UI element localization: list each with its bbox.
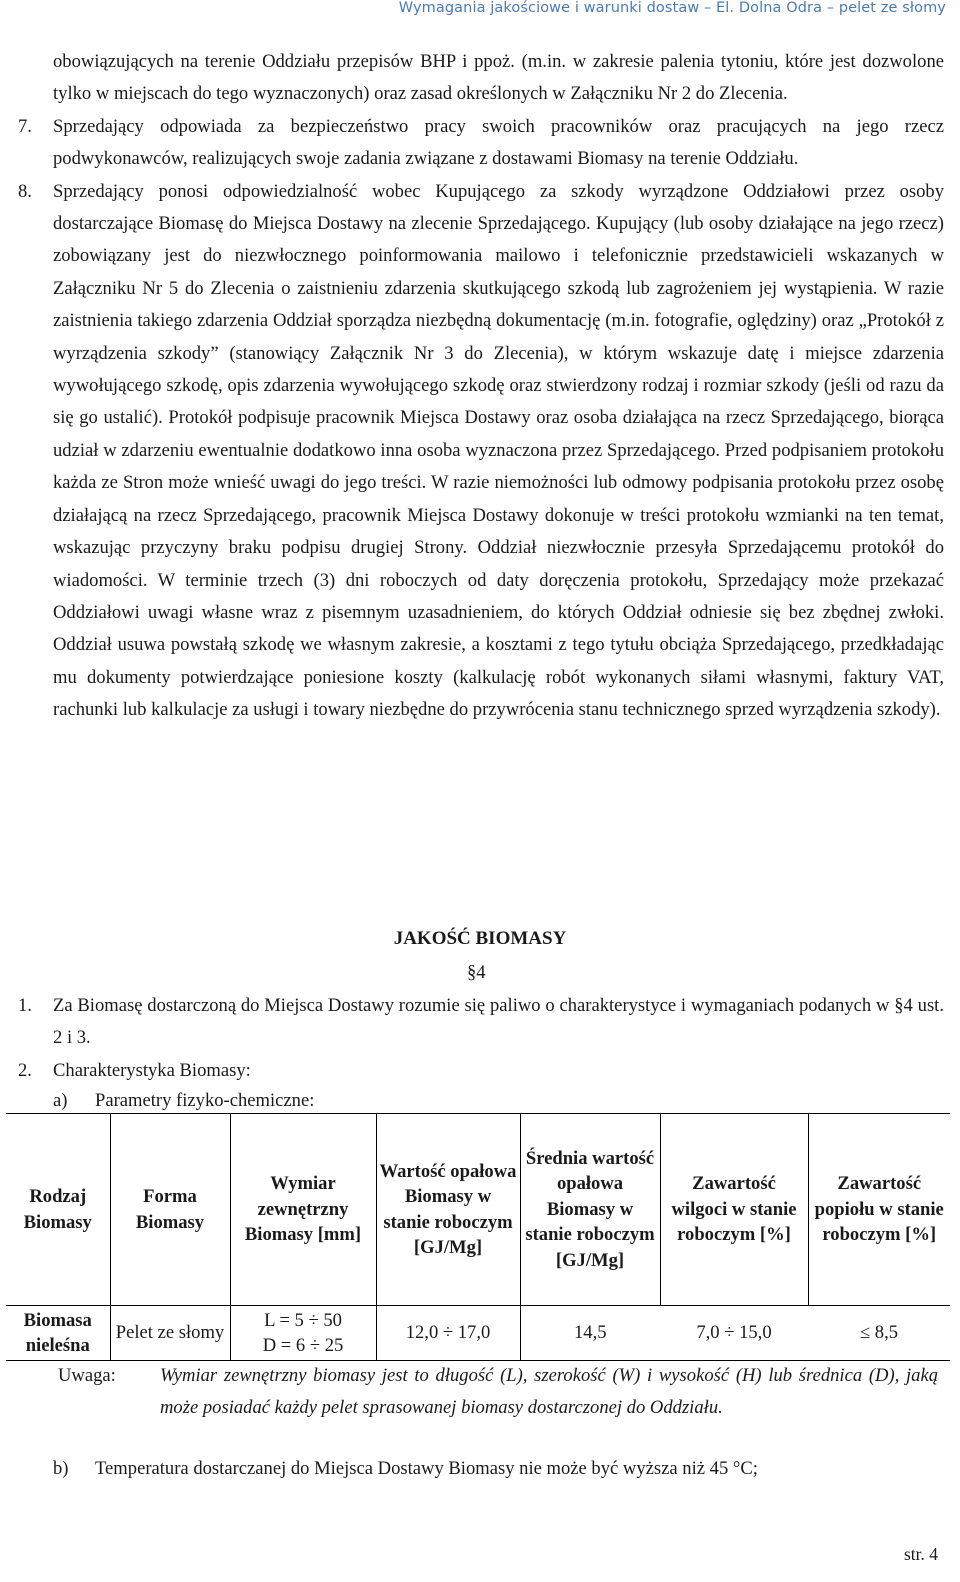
document-header: Wymagania jakościowe i warunki dostaw – El. Dolna Odra – pelet ze słomy <box>398 0 946 16</box>
header-cell: Wartość opałowa Biomasy w stanie roboczym [GJ/Mg] <box>376 1114 520 1306</box>
list-item-text: Sprzedający ponosi odpowiedzialność wobec Kupującego za szkody wyrządzone Oddziałowi przez osoby dostarczające Biomasę do Miejsca Dostawy na zlecenie Sprzedającego. Kupujący (lub osoby działające na jego rzecz) zobowiązany jest do niezwłocznego poinformowania mailowo i telefonicznie przedstawicieli wskazanych w Załączniku Nr 5 do Zlecenia o zaistnieniu zdarzenia skutkującego szkodą lub zagrożeniem jej wystąpienia. W razie zaistnienia takiego zdarzenia Oddział sporządza niezbędną dokumentację (m.in. fotografie, oględziny) oraz „Protokół z wyrządzenia szkody” (stanowiący Załącznik Nr 3 do Zlecenia), w którym wskazuje datę i miejsce zdarzenia wywołującego szkodę, opis zdarzenia wywołującego szkodę oraz stwierdzony rodzaj i rozmiar szkody (jeśli od razu da się go ustalić). Protokół podpisuje pracownik Miejsca Dostawy oraz osoba działająca na rzecz Sprzedającego, biorąca udział w zdarzeniu ewentualnie dodatkowo inna osoba wyznaczona przez Sprzedającego. Przed podpisaniem protokołu każda ze Stron może wnieść uwagi do jego treści. W razie niemożności lub odmowy podpisania protokołu przez osobę działającą na rzecz Sprzedającego, pracownik Miejsca Dostawy dokonuje w treści protokołu wzmianki na ten temat, wskazując przyczyny braku podpisu drugiej Strony. Oddział niezwłocznie przesyła Sprzedającemu protokół do wiadomości. W terminie trzech (3) dni roboczych od daty doręczenia protokołu, Sprzedający może przekazać Oddziałowi uwagi własne wraz z pisemnym uzasadnieniem, do których Oddział odniesie się bez zbędnej zwłoki. Oddział usuwa powstałą szkodę we własnym zakresie, a kosztami z tego tytułu obciąża Sprzedającego, przedkładając mu dokumenty potwierdzające poniesione koszty (kalkulację robót wykonanych siłami własnymi, faktury VAT, rachunki lub kalkulacje za usługi i towary niezbędne do przywrócenia stanu technicznego sprzed wyrządzenia szkody). <box>53 180 944 721</box>
page-number: str. 4 <box>903 1544 938 1564</box>
sub-item-text: Parametry fizyko-chemiczne: <box>95 1090 315 1111</box>
table-row <box>6 1306 950 1361</box>
section-paragraph-symbol: §4 <box>467 962 486 983</box>
header-cell: Średnia wartość opałowa Biomasy w stanie roboczym [GJ/Mg] <box>520 1114 660 1306</box>
cell-wartosc: 12,0 ÷ 17,0 <box>376 1306 520 1361</box>
header-cell: Rodzaj Biomasy <box>6 1114 110 1306</box>
list-number: 7. <box>18 115 32 137</box>
list-item-2 <box>18 1055 944 1087</box>
list-item-text: Sprzedający odpowiada za bezpieczeństwo pracy swoich pracowników oraz pracujących na jego rzecz podwykonawców, realizujących swoje zadania związane z dostawami Biomasy na terenie Oddziału. <box>53 115 944 170</box>
cell-srednia: 14,5 <box>520 1306 660 1361</box>
sub-item-label: a) <box>53 1090 68 1111</box>
header-cell: Zawartość wilgoci w stanie roboczym [%] <box>660 1114 808 1306</box>
header-cell: Wymiar zewnętrzny Biomasy [mm] <box>230 1114 376 1306</box>
section-title: JAKOŚĆ BIOMASY <box>393 928 567 949</box>
note <box>58 1360 938 1425</box>
list-item-text: Charakterystyka Biomasy: <box>53 1059 251 1081</box>
cell-wymiar-length: L = 5 ÷ 50 <box>264 1309 342 1331</box>
cell-wilgoc: 7,0 ÷ 15,0 <box>660 1306 808 1361</box>
note-label: Uwaga: <box>58 1365 116 1386</box>
quality-list <box>18 990 944 1087</box>
list-number: 2. <box>18 1059 32 1081</box>
header-cell: Zawartość popiołu w stanie roboczym [%] <box>808 1114 950 1306</box>
sub-item-a <box>53 1090 314 1112</box>
cell-wymiar <box>230 1306 376 1361</box>
list-item-1 <box>18 990 944 1055</box>
cell-forma: Pelet ze słomy <box>110 1306 230 1361</box>
note-text: Wymiar zewnętrzny biomasy jest to długość (L), szerokość (W) i wysokość (H) lub średnica (D), jaką może posiadać każdy pelet sprasowanej biomasy dostarczonej do Oddziału. <box>160 1365 938 1419</box>
list-item-text: Za Biomasę dostarczoną do Miejsca Dostawy rozumie się paliwo o charakterystyce i wymaganiach podanych w §4 ust. 2 i 3. <box>53 995 944 1049</box>
list-number: 8. <box>18 180 32 202</box>
sub-item-label: b) <box>53 1458 69 1479</box>
cell-rodzaj: Biomasa nieleśna <box>6 1306 110 1361</box>
continued-paragraph <box>18 46 944 111</box>
list-number: 1. <box>18 995 32 1016</box>
sub-item-text: Temperatura dostarczanej do Miejsca Dostawy Biomasy nie może być wyższa niż 45 °C; <box>95 1458 758 1479</box>
continued-paragraph-text: obowiązujących na terenie Oddziału przepisów BHP i ppoż. (m.in. w zakresie palenia tytoniu, które jest dozwolone tylko w miejscach do tego wyznaczonych) oraz zasad określonych w Załączniku Nr 2 do Zlecenia. <box>53 51 944 105</box>
cell-wymiar-diameter: D = 6 ÷ 25 <box>262 1335 344 1356</box>
parameters-table <box>6 1113 950 1361</box>
cell-popiol: ≤ 8,5 <box>808 1306 950 1361</box>
list-item-7 <box>18 111 944 176</box>
table-header-row <box>6 1114 950 1306</box>
header-cell: Forma Biomasy <box>110 1114 230 1306</box>
list-item-8 <box>18 176 944 727</box>
sub-item-b <box>53 1458 758 1480</box>
body-text-block <box>18 46 944 727</box>
